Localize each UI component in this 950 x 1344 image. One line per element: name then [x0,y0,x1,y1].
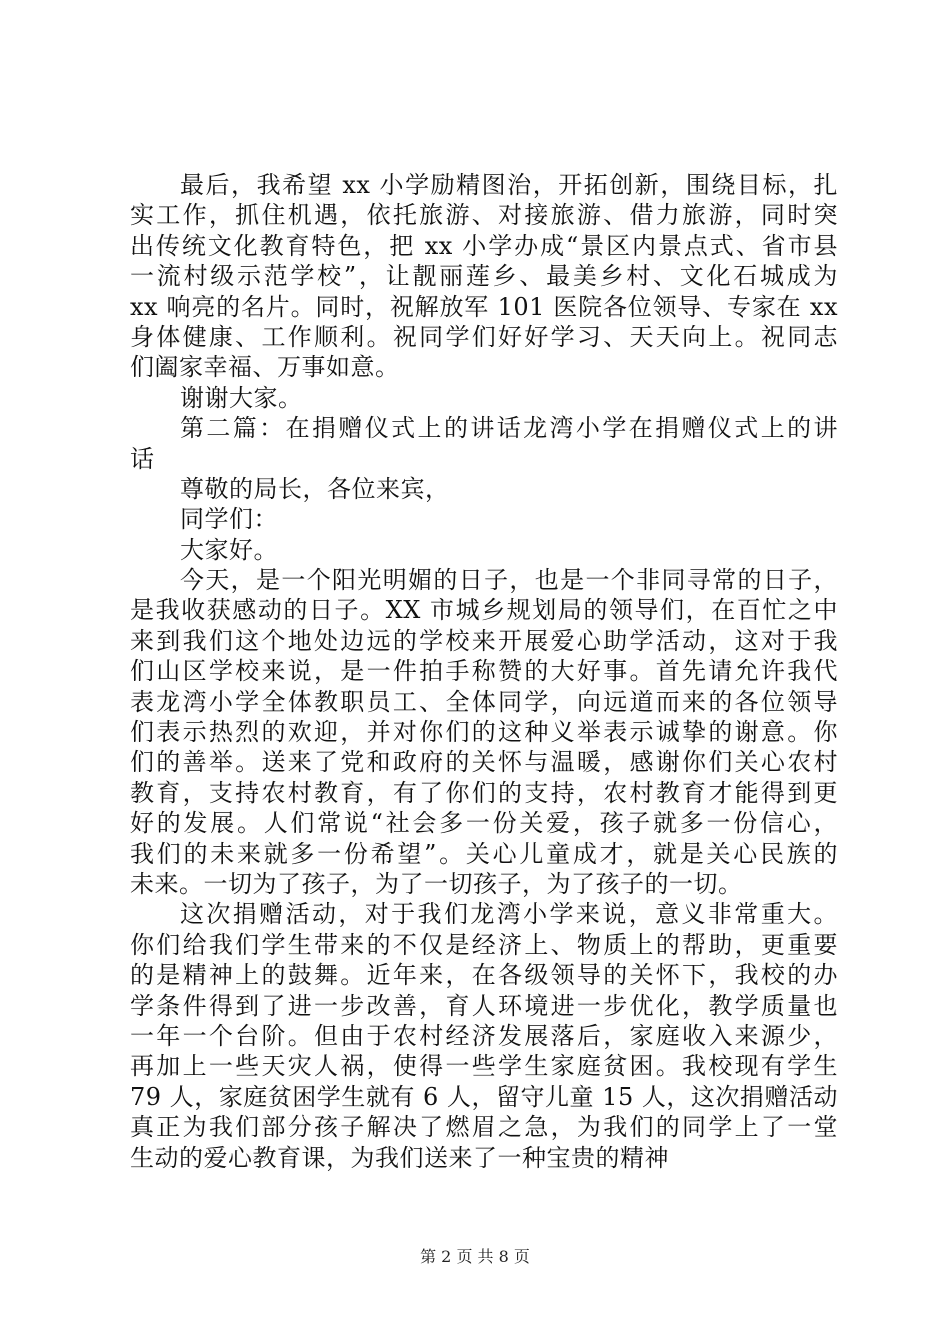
text-line: 你们给我们学生带来的不仅是经济上、物质上的帮助，更重要 [130,930,838,959]
text-line: 尊敬的局长，各位来宾， [180,474,450,503]
text-line: 们阖家幸福、万事如意。 [130,353,400,382]
text-line: 真正为我们部分孩子解决了燃眉之急，为我们的同学上了一堂 [130,1113,838,1142]
text-line: xx 响亮的名片。同时，祝解放军 101 医院各位领导、专家在 xx [130,292,838,321]
text-line: 再加上一些天灾人祸，使得一些学生家庭贫困。我校现有学生 [130,1052,838,1081]
text-line: 我们的未来就多一份希望”。关心儿童成才，就是关心民族的 [130,839,838,868]
text-line: 话 [130,444,155,473]
text-line: 最后，我希望 xx 小学励精图治，开拓创新，围绕目标，扎 [180,171,838,199]
text-line: 学条件得到了进一步改善，育人环境进一步优化，教学质量也 [130,991,838,1020]
text-line: 未来。一切为了孩子，为了一切孩子，为了孩子的一切。 [130,869,743,898]
text-line: 们山区学校来说，是一件拍手称赞的大好事。首先请允许我代 [130,657,838,686]
text-line: 的是精神上的鼓舞。近年来，在各级领导的关怀下，我校的办 [130,961,838,990]
text-line: 教育，支持农村教育，有了你们的支持，农村教育才能得到更 [130,778,838,807]
text-line: 第二篇：在捐赠仪式上的讲话龙湾小学在捐赠仪式上的讲 [180,414,838,443]
text-line: 们表示热烈的欢迎，并对你们的这种义举表示诚挚的谢意。你 [130,718,838,747]
text-line: 79 人，家庭贫困学生就有 6 人，留守儿童 15 人，这次捐赠活动 [130,1082,838,1111]
text-line: 实工作，抓住机遇，依托旅游、对接旅游、借力旅游，同时突 [130,201,838,230]
text-line: 这次捐赠活动，对于我们龙湾小学来说，意义非常重大。 [180,900,838,929]
text-line: 好的发展。人们常说“社会多一份关爱，孩子就多一份信心， [130,809,838,838]
page-number-footer: 第 2 页 共 8 页 [420,1247,530,1266]
text-line: 一流村级示范学校”，让靓丽莲乡、最美乡村、文化石城成为 [130,262,838,291]
text-line: 同学们： [180,505,278,534]
text-line: 出传统文化教育特色，把 xx 小学办成“景区内景点式、省市县 [130,231,838,260]
text-line: 今天，是一个阳光明媚的日子，也是一个非同寻常的日子， [180,566,838,595]
text-line: 生动的爱心教育课，为我们送来了一种宝贵的精神 [130,1143,669,1172]
text-line: 来到我们这个地处边远的学校来开展爱心助学活动，这对于我 [130,626,838,655]
text-line: 一年一个台阶。但由于农村经济发展落后，家庭收入来源少， [130,1021,838,1050]
text-line: 是我收获感动的日子。XX 市城乡规划局的领导们，在百忙之中 [130,596,838,625]
text-line: 们的善举。送来了党和政府的关怀与温暖，感谢你们关心农村 [130,748,838,777]
document-body [130,170,838,1173]
text-line: 谢谢大家。 [180,383,303,412]
text-line: 身体健康、工作顺利。祝同学们好好学习、天天向上。祝同志 [130,322,838,351]
text-line: 表龙湾小学全体教职员工、全体同学，向远道而来的各位领导 [130,687,838,716]
text-line: 大家好。 [180,535,278,564]
